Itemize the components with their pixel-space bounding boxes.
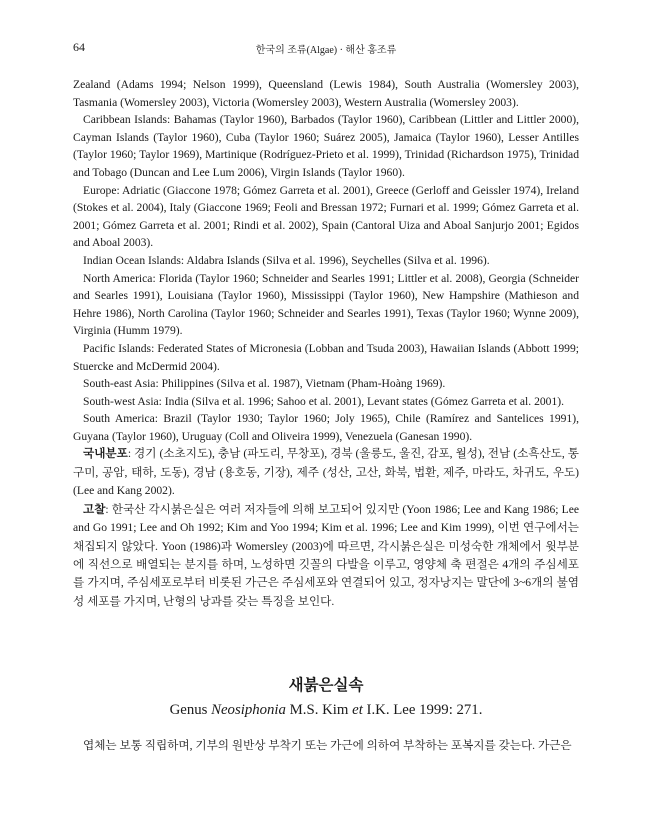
genus-korean-name: 새붉은실속 [288, 676, 364, 694]
genus-description: 엽체는 보통 직립하며, 기부의 원반상 부착기 또는 가근에 의하여 부착하는 포복지를 갖는다. 가근은 [83, 739, 572, 752]
paragraph-indian-ocean: Indian Ocean Islands: Aldabra Islands (Silva et al. 1996), Seychelles (Silva et al. 1996). [83, 253, 490, 267]
genus-prefix: Genus [169, 702, 212, 718]
genus-author-a: M.S. Kim [285, 702, 353, 718]
paragraph-oceania: Zealand (Adams 1994; Nelson 1999), Queensland (Lewis 1984), South Australia (Womersley 2003), Tasmania (Womersley 2003), Victoria (Womersley 2003), Western Australia (Womersley 2003). [73, 78, 579, 109]
page-number: 64 [73, 40, 85, 54]
paragraph-europe: Europe: Adriatic (Giaccone 1978; Gómez Garreta et al. 2001), Greece (Gerloff and Geissler 1974), Ireland (Stokes et al. 2004), Italy (Giaccone 1969; Feoli and Bressan 1972; Furnari et al. 1999; Gómez Garreta et al. 2001; Gómez Garreta et al. 2001; Rindi et al. 2002), Spain (Cantoral Uiza and Aboal Sanjurjo 2001; Egidos and Aboal 2003). [73, 183, 579, 250]
genus-scientific-name [73, 700, 579, 720]
paragraph-remarks [73, 501, 579, 611]
paragraph-caribbean: Caribbean Islands: Bahamas (Taylor 1960), Barbados (Taylor 1960), Caribbean (Littler and Littler 2000), Cayman Islands (Taylor 1960), Cuba (Taylor 1960; Suárez 2005), Jamaica (Taylor 1960), Lesser Antilles (Taylor 1960; Taylor 1969), Martinique (Rodríguez-Prieto et al. 1999), Trinidad (Richardson 1975), Trinidad and Tobago (Duncan and Lee Lum 2006), Virgin Islands (Taylor 1960). [73, 113, 579, 179]
paragraph-korean-distribution [73, 445, 579, 500]
paragraph-southeast-asia: South-east Asia: Philippines (Silva et al. 1987), Vietnam (Pham-Hoàng 1969). [83, 377, 446, 391]
genus-author-b: I.K. Lee 1999: 271. [362, 702, 483, 718]
genus-et: et [352, 702, 363, 718]
remarks-label: 고찰 [83, 502, 106, 516]
genus-italic-name: Neosiphonia [211, 702, 286, 718]
paragraph-pacific: Pacific Islands: Federated States of Micronesia (Lobban and Tsuda 2003), Hawaiian Islands (Abbott 1999; Stuercke and McDermid 2004). [73, 341, 579, 373]
distribution-label: 국내분포 [83, 447, 128, 461]
paragraph-north-america: North America: Florida (Taylor 1960; Schneider and Searles 1991; Littler et al. 2008), Georgia (Schneider and Searles 1991), Louisiana (Taylor 1960), Mississippi (Taylor 1960), New Hampshire (Mathieson and Hehre 1986), North Carolina (Taylor 1960; Schneider and Searles 1991), Texas (Taylor 1960; Wynne 2009), Virginia (Humm 1979). [73, 271, 579, 338]
paragraph-south-america: South America: Brazil (Taylor 1930; Taylor 1960; Joly 1965), Chile (Ramírez and Santelices 1991), Guyana (Taylor 1960), Uruguay (Coll and Oliveira 1999), Venezuela (Ganesan 1990). [73, 412, 579, 443]
genus-heading [73, 674, 579, 720]
paragraph-southwest-asia: South-west Asia: India (Silva et al. 1996; Sahoo et al. 2001), Levant states (Gómez Garreta et al. 2001). [83, 394, 565, 408]
distribution-text: : 경기 (소초지도), 충남 (파도리, 무창포), 경북 (울릉도, 울진, 감포, 월성), 전남 (소흑산도, 통구미, 공암, 태하, 도동), 경남 (용호동, 기장), 제주 (성산, 고산, 화북, 법환, 제주, 마라도, 차귀도, 우도) (Lee and Kang 2002). [73, 447, 579, 498]
running-title: 한국의 조류(Algae) · 해산 홍조류 [255, 45, 397, 56]
distribution-body [73, 76, 579, 611]
remarks-text: : 한국산 각시붉은실은 여러 저자들에 의해 보고되어 있지만 (Yoon 1986; Lee and Kang 1986; Lee and Go 1991; Lee and Oh 1992; Kim and Yoo 1994; Kim et al. 1996; Lee and Kim 1999), 이번 연구에서는 채집되지 않았다. Yoon (1986)과 Womersley (2003)에 따르면, 각시붉은실은 미성숙한 개체에서 윗부분에 직선으로 배열되는 분지를 하며, 노성하면 깃꼴의 다발을 이루고, 영양체 축 편절은 4개의 주심세포를 가지며, 주심세포로부터 비롯된 가근은 주심세포와 연결되어 있고, 정자낭지는 말단에 3~6개의 불염성 세포를 가지며, 난형의 낭과를 갖는 특징을 보인다. [73, 502, 579, 608]
page-header [73, 40, 579, 56]
